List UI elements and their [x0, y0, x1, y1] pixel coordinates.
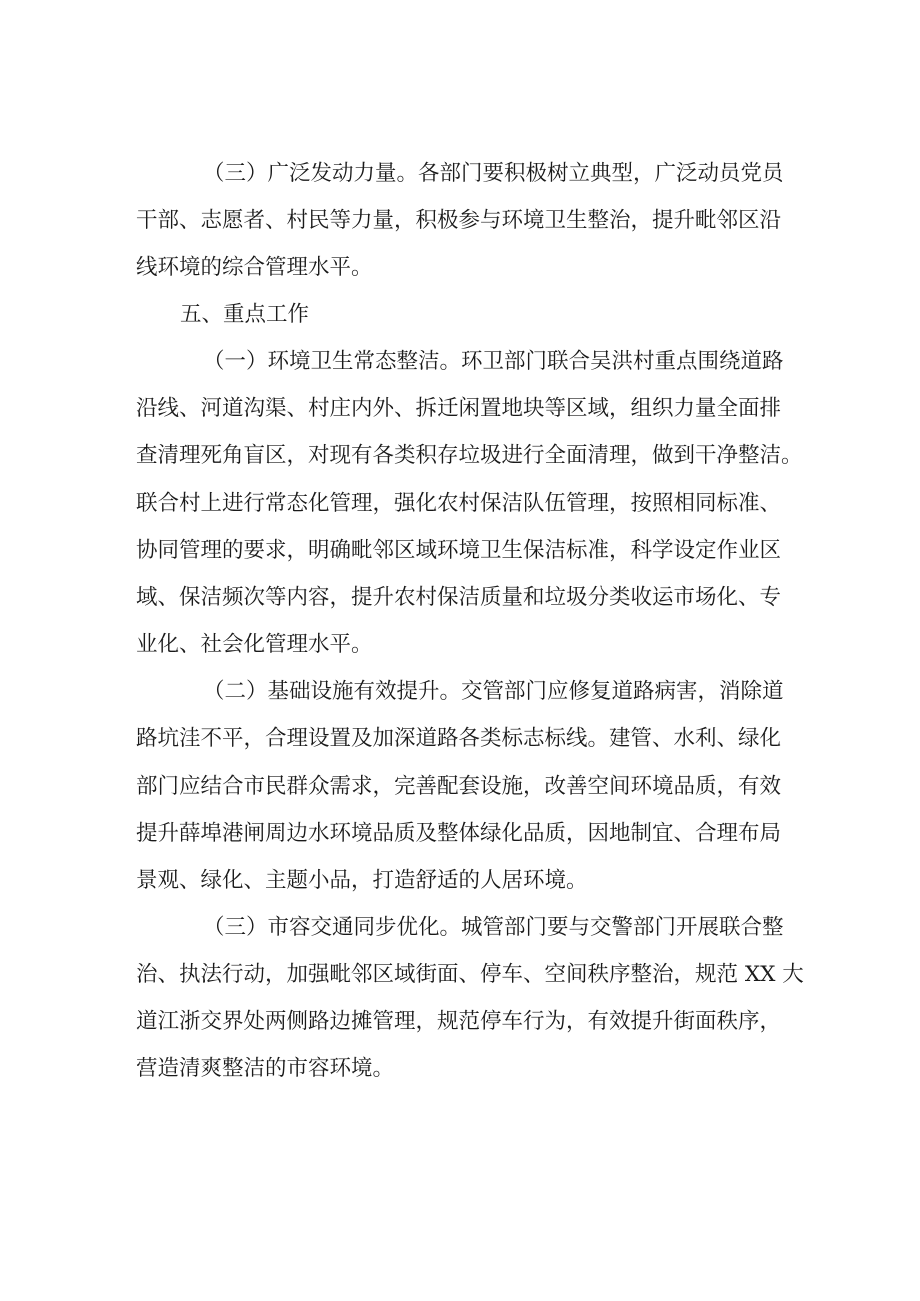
text-line: （三）广泛发动力量。各部门要积极树立典型，广泛动员党员 [203, 161, 784, 186]
text-line: （三）市容交通同步优化。城管部门要与交警部门开展联合整 [203, 915, 784, 940]
text-line: 域、保洁频次等内容，提升农村保洁质量和垃圾分类收运市场化、专 [136, 585, 782, 610]
text-line: 线环境的综合管理水平。 [136, 255, 373, 280]
text-line: 提升薛埠港闸周边水环境品质及整体绿化品质，因地制宜、合理布局 [136, 821, 782, 846]
text-line: 干部、志愿者、村民等力量，积极参与环境卫生整治，提升毗邻区沿 [136, 208, 782, 233]
text-line: 路坑洼不平，合理设置及加深道路各类标志标线。建管、水利、绿化 [136, 726, 782, 751]
text-line: 营造清爽整洁的市容环境。 [136, 1056, 395, 1081]
text-line: 协同管理的要求，明确毗邻区域环境卫生保洁标准，科学设定作业区 [136, 538, 782, 563]
text-line: 联合村上进行常态化管理，强化农村保洁队伍管理，按照相同标准、 [136, 491, 782, 516]
text-line: （一）环境卫生常态整洁。环卫部门联合吴洪村重点围绕道路 [203, 349, 784, 374]
text-line: 部门应结合市民群众需求，完善配套设施，改善空间环境品质，有效 [136, 774, 782, 799]
text-line: 道江浙交界处两侧路边摊管理，规范停车行为，有效提升街面秩序， [136, 1009, 782, 1034]
text-line: 业化、社会化管理水平。 [136, 632, 373, 657]
text-line: 景观、绿化、主题小品，打造舒适的人居环境。 [136, 868, 588, 893]
text-line: 查清理死角盲区，对现有各类积存垃圾进行全面清理，做到干净整洁。 [136, 443, 803, 468]
text-line: 沿线、河道沟渠、村庄内外、拆迁闲置地块等区域，组织力量全面排 [136, 396, 782, 421]
text-line: （二）基础设施有效提升。交管部门应修复道路病害，消除道 [203, 679, 784, 704]
section-heading-key-work: 五、重点工作 [180, 302, 310, 327]
text-line: 治、执法行动，加强毗邻区域街面、停车、空间秩序整治，规范 XX 大 [136, 962, 804, 987]
